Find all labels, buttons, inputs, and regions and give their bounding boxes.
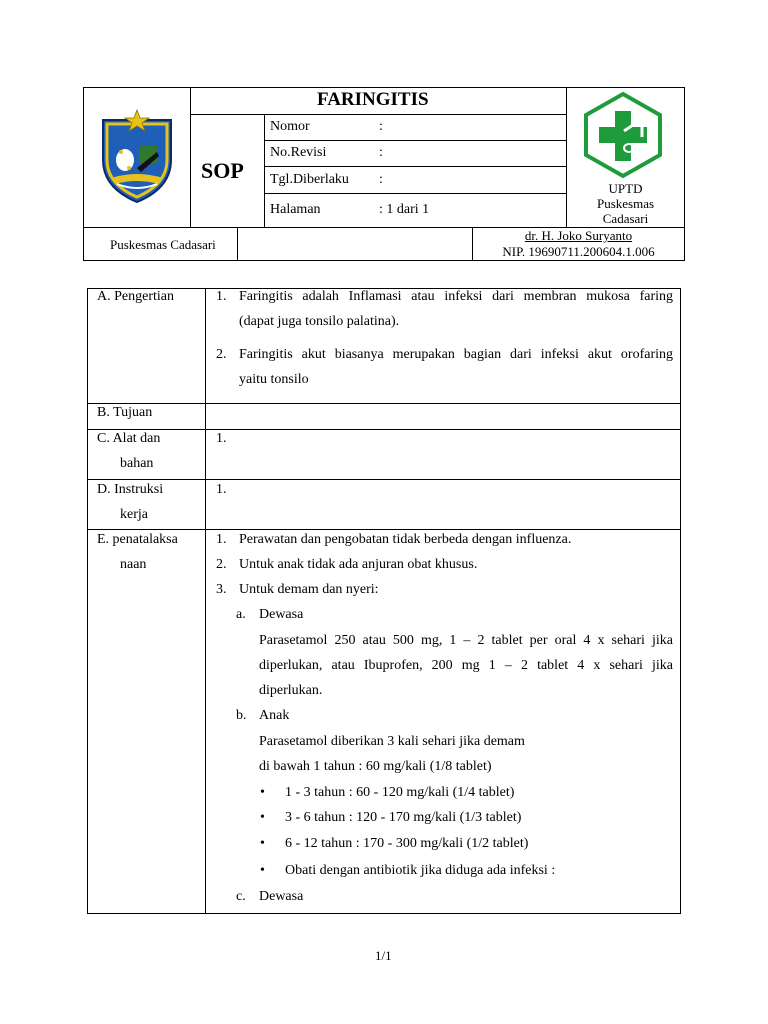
dosage-text: Parasetamol 250 atau 500 mg, 1 – 2 tablet per oral 4 x sehari jika	[259, 633, 673, 648]
org-line: UPTD	[608, 181, 643, 196]
org-line: Puskesmas	[596, 196, 655, 211]
section-label-tujuan: B. Tujuan	[97, 405, 153, 420]
definition-text: yaitu tonsilo	[239, 372, 309, 387]
header-divider	[264, 166, 566, 167]
column-divider	[205, 288, 206, 914]
header-divider	[190, 87, 191, 227]
header-divider	[190, 114, 566, 115]
dosage-bullet: Obati dengan antibiotik jika diduga ada infeksi :	[285, 863, 556, 878]
document-title: FARINGITIS	[317, 89, 429, 110]
list-number: 1.	[216, 431, 227, 446]
sub-marker: b.	[236, 708, 247, 723]
list-number: 2.	[216, 557, 227, 572]
list-number: 1.	[216, 482, 227, 497]
page-number: 1/1	[375, 948, 392, 963]
list-number: 1.	[216, 532, 227, 547]
section-label-alat: C. Alat dan	[97, 431, 161, 446]
header-divider	[264, 114, 265, 227]
dosage-text: diperlukan, atau Ibuprofen, 200 mg 1 – 2 tablet 4 x sehari jika	[259, 658, 673, 673]
treatment-item: Untuk demam dan nyeri:	[239, 582, 379, 597]
dosage-text: Parasetamol diberikan 3 kali sehari jika demam	[259, 734, 525, 749]
section-label-instruksi: D. Instruksi	[97, 482, 164, 497]
bullet-icon: •	[260, 836, 265, 851]
regency-crest-icon	[93, 108, 181, 206]
header-divider	[237, 227, 238, 261]
sub-title: Dewasa	[259, 889, 304, 904]
bullet-icon: •	[260, 863, 265, 878]
sub-title: Anak	[259, 708, 290, 723]
definition-text: (dapat juga tonsilo palatina).	[239, 314, 400, 329]
list-number: 1.	[216, 289, 227, 304]
field-label-diberlaku: Tgl.Diberlaku	[270, 172, 349, 187]
row-divider	[87, 403, 681, 404]
row-divider	[87, 479, 681, 480]
sub-marker: a.	[236, 607, 246, 622]
definition-text: Faringitis adalah Inflamasi atau infeksi dari membran mukosa faring	[239, 289, 673, 304]
bullet-icon: •	[260, 810, 265, 825]
section-label-penatalaksanaan: E. penatalaksa	[97, 532, 178, 547]
dosage-bullet: 6 - 12 tahun : 170 - 300 mg/kali (1/2 tablet)	[285, 836, 529, 851]
section-label-pengertian: A. Pengertian	[97, 289, 174, 304]
treatment-item: Perawatan dan pengobatan tidak berbeda dengan influenza.	[239, 532, 572, 547]
signer-nip: NIP. 19690711.200604.1.006	[502, 244, 655, 259]
field-label-revisi: No.Revisi	[270, 145, 327, 160]
field-value-diberlaku: :	[379, 172, 383, 187]
definition-text: Faringitis akut biasanya merupakan bagian dari infeksi akut orofaring	[239, 347, 673, 362]
signer-name: dr. H. Joko Suryanto	[524, 228, 633, 243]
treatment-item: Untuk anak tidak ada anjuran obat khusus.	[239, 557, 478, 572]
dosage-text: di bawah 1 tahun : 60 mg/kali (1/8 tablet)	[259, 759, 492, 774]
list-number: 2.	[216, 347, 227, 362]
section-label-penatalaksanaan: naan	[120, 557, 147, 572]
field-value-halaman: : 1 dari 1	[379, 202, 430, 217]
unit-name: Puskesmas Cadasari	[110, 237, 216, 252]
field-value-nomor: :	[379, 119, 383, 134]
bullet-icon: •	[260, 785, 265, 800]
header-divider	[264, 140, 566, 141]
dosage-bullet: 3 - 6 tahun : 120 - 170 mg/kali (1/3 tablet)	[285, 810, 522, 825]
dosage-bullet: 1 - 3 tahun : 60 - 120 mg/kali (1/4 tablet)	[285, 785, 515, 800]
section-label-alat: bahan	[120, 456, 154, 471]
field-label-halaman: Halaman	[270, 202, 321, 217]
org-line: Cadasari	[602, 211, 649, 226]
sub-title: Dewasa	[259, 607, 304, 622]
row-divider	[87, 429, 681, 430]
dosage-text: diperlukan.	[259, 683, 323, 698]
sop-label: SOP	[201, 158, 244, 183]
list-number: 3.	[216, 582, 227, 597]
puskesmas-logo-icon	[582, 91, 664, 179]
section-label-instruksi: kerja	[120, 507, 148, 522]
field-value-revisi: :	[379, 145, 383, 160]
field-label-nomor: Nomor	[270, 119, 310, 134]
sub-marker: c.	[236, 889, 246, 904]
header-divider	[264, 193, 566, 194]
